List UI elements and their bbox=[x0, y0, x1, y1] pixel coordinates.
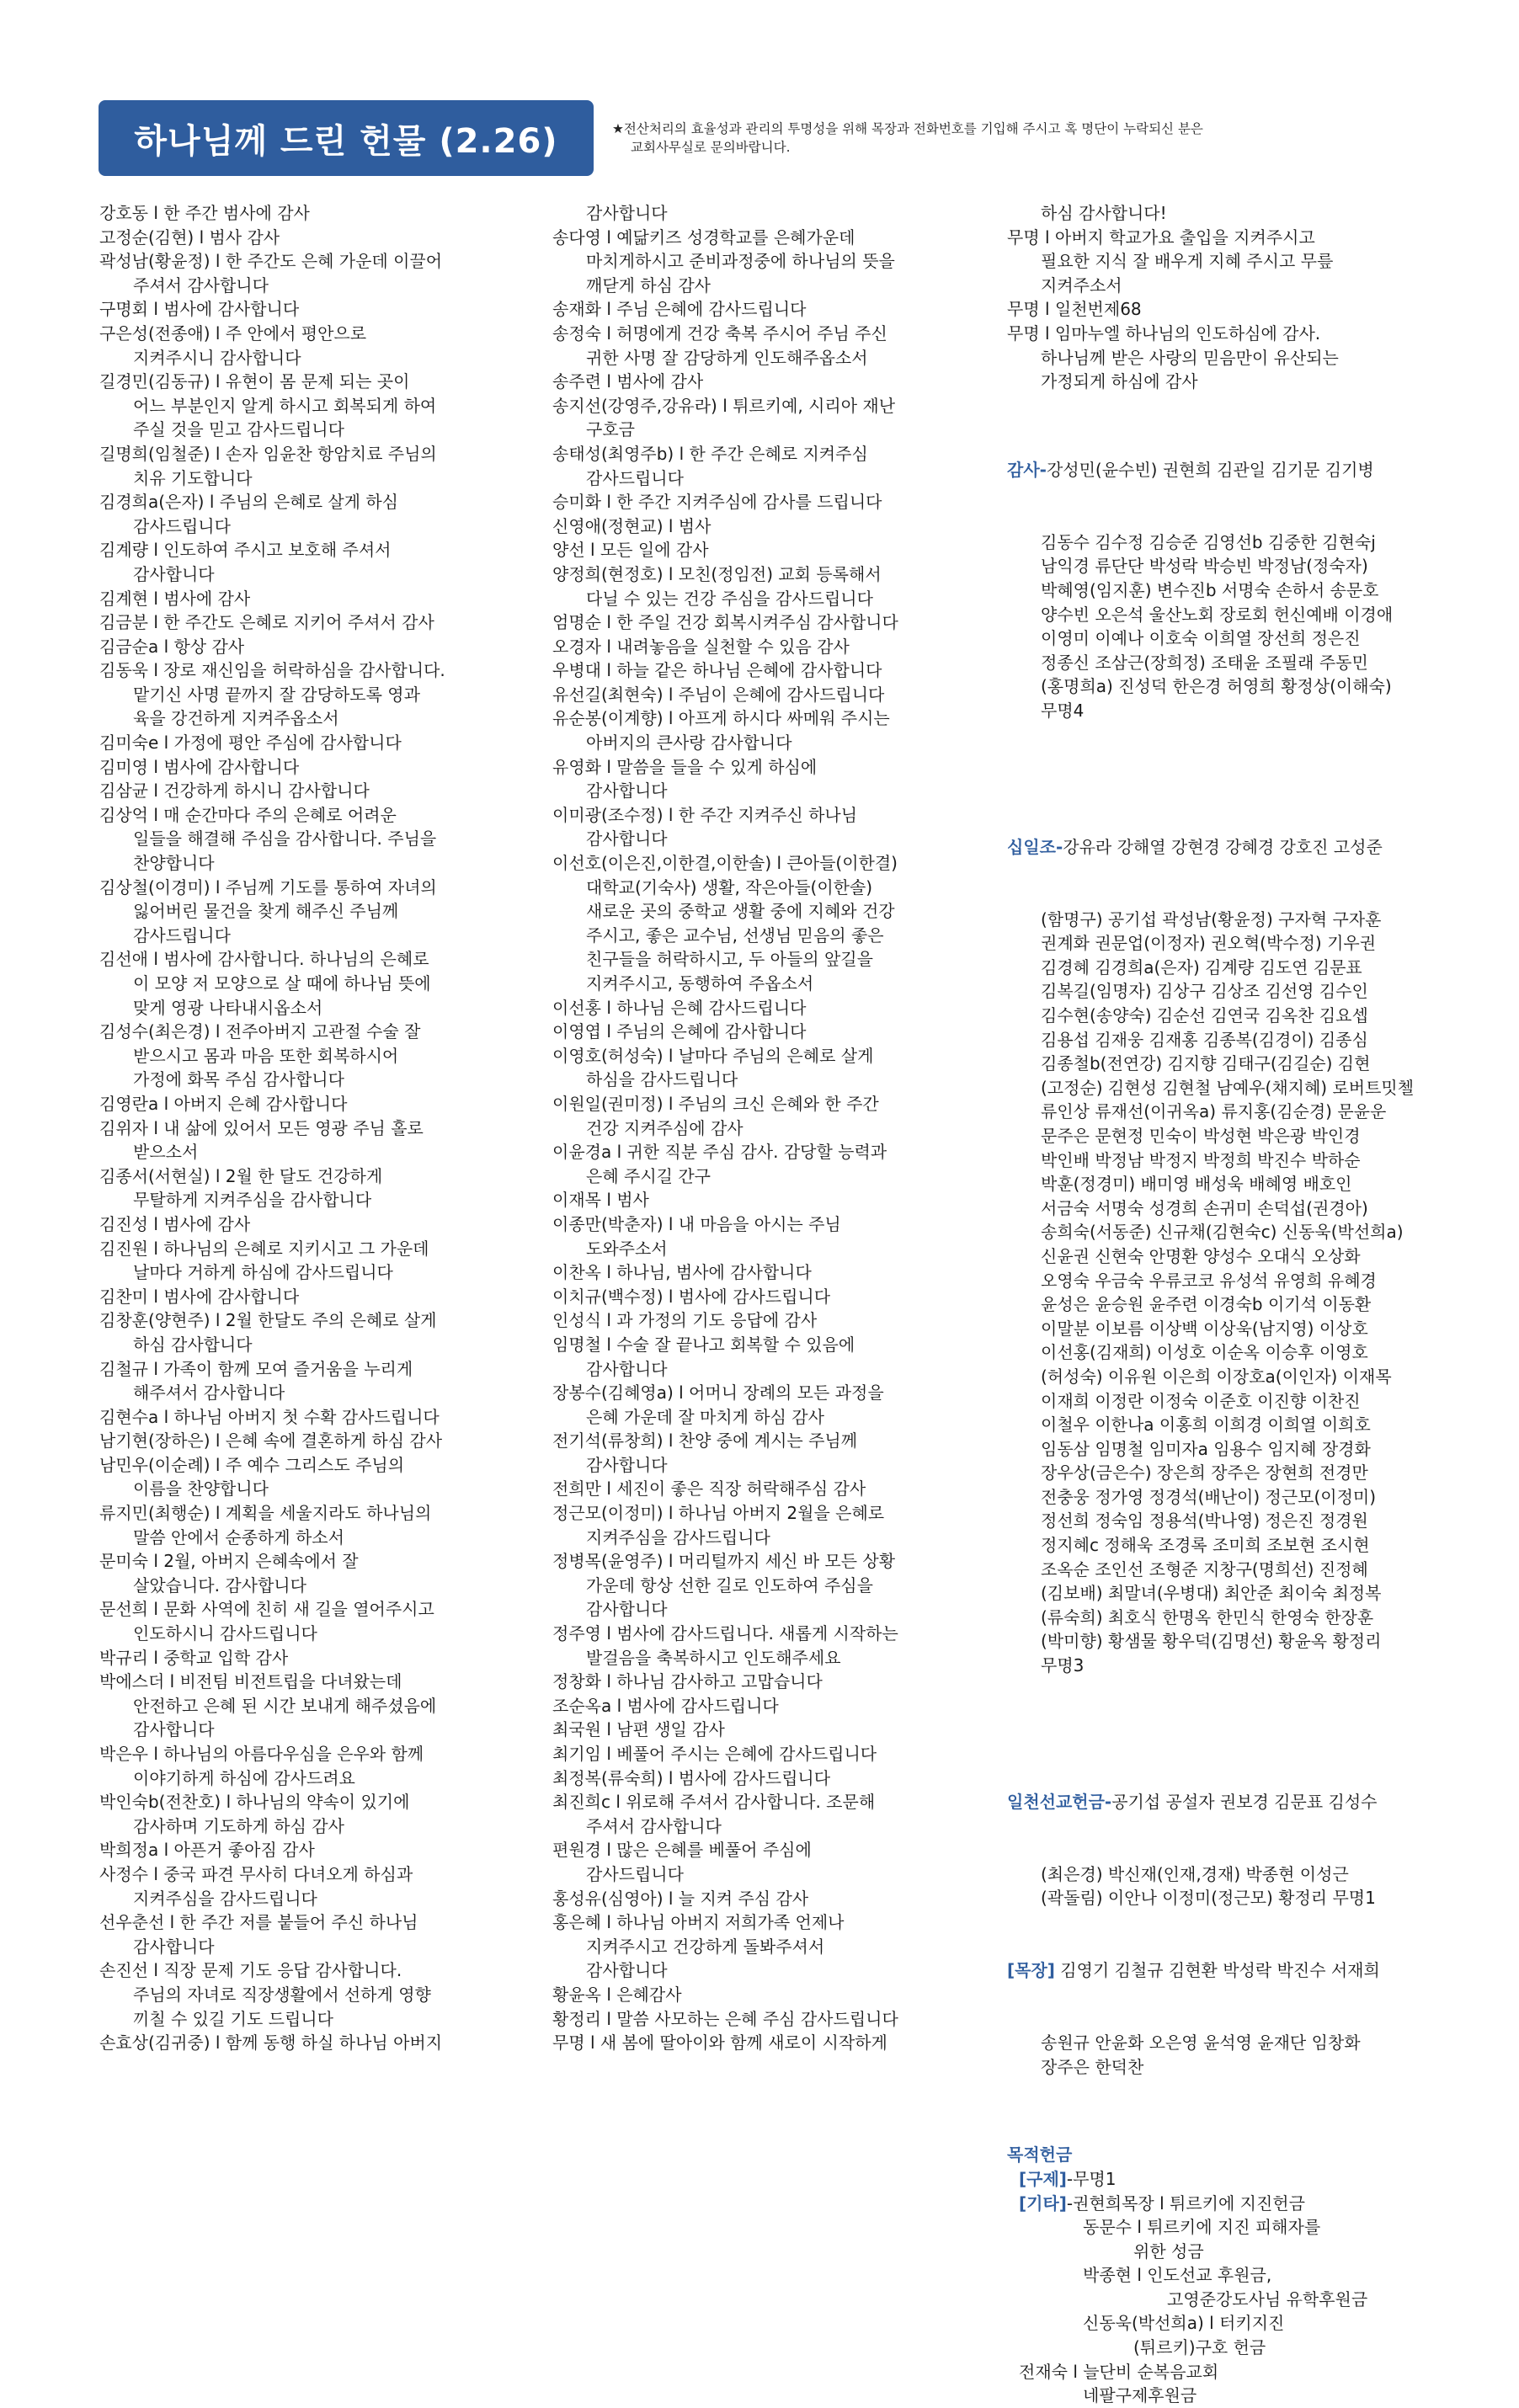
name-list-line: 김경혜 김경희a(은자) 김계량 김도연 김문표 bbox=[1041, 956, 1362, 978]
offering-entry-continuation: 감사하며 기도하게 하심 감사 bbox=[133, 1815, 344, 1836]
name-list-line: 전충웅 정가영 정경석(배난이) 정근모(이정미) bbox=[1041, 1486, 1377, 1507]
offering-entry: 송다영 l 예닮키즈 성경학교를 은혜가운데 bbox=[552, 226, 855, 248]
offering-entry: 김상억 l 매 순간마다 주의 은혜로 어려운 bbox=[99, 804, 397, 825]
offering-entry-continuation: 감사드립니다 bbox=[133, 924, 231, 946]
offering-entry-continuation: 발걸음을 축복하시고 인도해주세요 bbox=[586, 1647, 841, 1668]
name-list-line: (김보배) 최말녀(우병대) 최안준 최이숙 최정복 bbox=[1041, 1583, 1382, 1604]
name-list-line: (함명구) 공기섭 곽성남(황윤정) 구자혁 구자훈 bbox=[1041, 908, 1382, 930]
offering-entry-continuation: 인도하시니 감사드립니다 bbox=[133, 1623, 317, 1644]
offering-entry: 이재목 l 범사 bbox=[552, 1190, 649, 1211]
offering-entry-continuation: 새로운 곳의 중학교 생활 중에 지혜와 건강 bbox=[586, 901, 895, 922]
name-list-line: (허성숙) 이유원 이은희 이장호a(이인자) 이재목 bbox=[1041, 1366, 1392, 1387]
offering-entry: 김위자 l 내 삶에 있어서 모든 영광 주님 홀로 bbox=[99, 1117, 424, 1138]
offering-entry: 신영애(정현교) l 범사 bbox=[552, 515, 712, 536]
offering-entry: 무명 l 임마누엘 하나님의 인도하심에 감사. bbox=[1007, 322, 1321, 344]
offering-entry: 유영화 l 말씀을 들을 수 있게 하심에 bbox=[552, 756, 818, 777]
offering-entry: 유선길(최현숙) l 주님이 은혜에 감사드립니다 bbox=[552, 684, 885, 705]
offering-entry: 무명 l 일천번제68 bbox=[1007, 299, 1142, 320]
other-offering-line: 위한 성금 bbox=[1133, 2240, 1204, 2261]
offering-entry-continuation: 주셔서 감사합니다 bbox=[586, 1815, 722, 1836]
offering-entry-continuation: 안전하고 은혜 된 시간 보내게 해주셨음에 bbox=[133, 1695, 437, 1716]
offering-entry-continuation: 대학교(기숙사) 생활, 작은아들(이한솔) bbox=[586, 876, 873, 898]
name-list-line: (박미향) 황샘물 황우덕(김명선) 황윤옥 황정리 bbox=[1041, 1631, 1382, 1652]
name-list-line: 김수현(송양숙) 김순선 김연국 김옥찬 김요셉 bbox=[1041, 1005, 1368, 1026]
offering-entry: 최기임 l 베풀어 주시는 은혜에 감사드립니다 bbox=[552, 1744, 877, 1764]
name-list-line: 신윤권 신현숙 안명환 양성수 오대식 오상화 bbox=[1041, 1245, 1361, 1266]
name-list-line: 권계화 권문업(이정자) 권오혁(박수정) 기우권 bbox=[1041, 933, 1377, 954]
offering-entry: 문미숙 l 2월, 아버지 은혜속에서 잘 bbox=[99, 1551, 359, 1572]
offering-entry: 송재화 l 주님 은혜에 감사드립니다 bbox=[552, 299, 807, 320]
name-list-line: (류숙희) 최호식 한명옥 한민식 한영숙 한장훈 bbox=[1041, 1606, 1374, 1628]
offering-entry: 김미영 l 범사에 감사합니다 bbox=[99, 756, 300, 777]
other-first-line: -권현희목장 l 튀르키에 지진헌금 bbox=[1066, 2192, 1305, 2214]
offering-entry-continuation: 감사합니다 bbox=[586, 780, 668, 802]
name-list-line: 이재희 이정란 이정숙 이준호 이진향 이찬진 bbox=[1041, 1390, 1361, 1411]
offering-entry-continuation: 말씀 안에서 순종하게 하소서 bbox=[133, 1526, 344, 1548]
offering-entry: 길명희(임철준) l 손자 임윤찬 항암치료 주님의 bbox=[99, 443, 437, 464]
offering-entry: 엄명순 l 한 주일 건강 회복시켜주심 감사합니다 bbox=[552, 612, 898, 633]
mokjang-first-line: 김영기 김철규 김현환 박성락 박진수 서재희 bbox=[1054, 1960, 1380, 1981]
name-list-line: 장주은 한덕찬 bbox=[1041, 2056, 1144, 2077]
name-list-line: (곽돌림) 이안나 이정미(정근모) 황정리 무명1 bbox=[1041, 1888, 1376, 1909]
offering-entry-continuation: 귀한 사명 잘 감당하게 인도해주옵소서 bbox=[586, 347, 868, 368]
offering-entry: 송정숙 l 허명에게 건강 축복 주시어 주님 주신 bbox=[552, 322, 887, 344]
offering-entry: 김진성 l 범사에 감사 bbox=[99, 1213, 251, 1234]
offering-entry: 김금순a l 항상 감사 bbox=[99, 636, 245, 657]
offering-entry-continuation: 이야기하게 하심에 감사드려요 bbox=[133, 1767, 355, 1788]
offering-entry-continuation: 끼칠 수 있길 기도 드립니다 bbox=[133, 2008, 333, 2029]
offering-column-3 bbox=[1007, 201, 1449, 2408]
offering-entry-continuation: 필요한 지식 잘 배우게 지혜 주시고 무릎 bbox=[1041, 251, 1334, 272]
offering-entry-continuation: 감사합니다 bbox=[133, 1719, 215, 1740]
offering-entry: 이영엽 l 주님의 은혜에 감사합니다 bbox=[552, 1021, 807, 1042]
offering-entry: 김성수(최은경) l 전주아버지 고관절 수술 잘 bbox=[99, 1021, 421, 1042]
name-list-line: 박훈(정경미) 배미영 배성욱 배혜영 배호인 bbox=[1041, 1174, 1352, 1195]
offering-entry: 이종만(박춘자) l 내 마음을 아시는 주님 bbox=[552, 1213, 841, 1234]
offering-entry: 김동욱 l 장로 재신임을 허락하심을 감사합니다. bbox=[99, 660, 445, 681]
offering-entry-continuation: 하심을 감사드립니다 bbox=[586, 1069, 738, 1090]
name-list-line: 정종신 조삼근(장희정) 조태윤 조필래 주동민 bbox=[1041, 652, 1368, 673]
offering-entry: 김삼균 l 건강하게 하시니 감사합니다 bbox=[99, 780, 370, 802]
other-offering-line: 네팔구제후원금 bbox=[1083, 2385, 1197, 2406]
purpose-offering-section bbox=[1007, 2143, 1449, 2408]
name-list-line: 정선희 정숙임 정용석(박나영) 정은진 정경원 bbox=[1041, 1510, 1368, 1532]
offering-entry: 박에스더 l 비전팀 비전트립을 다녀왔는데 bbox=[99, 1671, 402, 1692]
offering-entry-continuation: 아버지의 큰사랑 감사합니다 bbox=[586, 733, 792, 754]
offering-entry: 김계현 l 범사에 감사 bbox=[99, 588, 251, 609]
offering-entry-continuation: 맡기신 사명 끝까지 잘 감당하도록 영과 bbox=[133, 684, 420, 705]
offering-entry: 남기현(장하은) l 은혜 속에 결혼하게 하심 감사 bbox=[99, 1430, 443, 1452]
offering-entry: 길경민(김동규) l 유현이 몸 문제 되는 곳이 bbox=[99, 371, 410, 392]
offering-entry: 이원일(권미정) l 주님의 크신 은혜와 한 주간 bbox=[552, 1093, 879, 1114]
offering-entry-continuation: 지켜주심을 감사드립니다 bbox=[133, 1888, 317, 1909]
offering-entry: 양정희(현정호) l 모친(정임전) 교회 등록해서 bbox=[552, 563, 882, 584]
offering-entry: 편원경 l 많은 은혜를 베풀어 주심에 bbox=[552, 1840, 812, 1861]
offering-entry-continuation: 이 모양 저 모양으로 살 때에 하나님 뜻에 bbox=[133, 973, 431, 994]
offering-entry: 김진원 l 하나님의 은혜로 지키시고 그 가운데 bbox=[99, 1238, 429, 1259]
offering-entry: 강호동 l 한 주간 범사에 감사 bbox=[99, 203, 310, 223]
offering-entry-continuation: 감사합니다 bbox=[586, 1599, 668, 1620]
offering-entry-continuation: 가정되게 하심에 감사 bbox=[1041, 371, 1198, 392]
name-list-line: 김용섭 김재웅 김재홍 김종복(김경이) 김종심 bbox=[1041, 1029, 1368, 1050]
offering-entry: 문선희 l 문화 사역에 친히 새 길을 열어주시고 bbox=[99, 1599, 434, 1620]
mission-first-line: 공기섭 공설자 권보경 김문표 김성수 bbox=[1111, 1792, 1378, 1812]
offering-entry: 우병대 l 하늘 같은 하나님 은혜에 감사합니다 bbox=[552, 660, 882, 681]
offering-entry: 김창훈(양현주) l 2월 한달도 주의 은혜로 살게 bbox=[99, 1310, 437, 1331]
other-offering-line: (튀르키)구호 헌금 bbox=[1133, 2337, 1266, 2358]
other-offering-line: 전재숙 l 늘단비 순복음교회 bbox=[1019, 2361, 1219, 2382]
offering-entry: 전기석(류창희) l 찬양 중에 계시는 주님께 bbox=[552, 1430, 858, 1452]
page-title-box bbox=[99, 100, 594, 176]
offering-entry: 홍은혜 l 하나님 아버지 저희가족 언제나 bbox=[552, 1912, 845, 1933]
name-list-line: 정지혜c 정해욱 조경록 조미희 조보현 조시현 bbox=[1041, 1535, 1370, 1556]
offering-entry: 김종서(서현실) l 2월 한 달도 건강하게 bbox=[99, 1165, 383, 1186]
offering-entry-continuation: 하나님께 받은 사랑의 믿음만이 유산되는 bbox=[1041, 347, 1339, 368]
offering-entry-continuation: 주실 것을 믿고 감사드립니다 bbox=[133, 419, 344, 440]
name-list-line: 이선홍(김재희) 이성호 이순옥 이승후 이영호 bbox=[1041, 1342, 1368, 1363]
offering-entry: 무명 l 아버지 학교가요 출입을 지켜주시고 bbox=[1007, 226, 1315, 248]
offering-entry: 양선 l 모든 일에 감사 bbox=[552, 540, 709, 561]
notice-line-2: 교회사무실로 문의바랍니다. bbox=[631, 140, 791, 155]
offering-entry-continuation: 감사드립니다 bbox=[133, 515, 231, 536]
offering-entry-continuation: 지켜주소서 bbox=[1041, 274, 1122, 296]
offering-entry: 박인숙b(전찬호) l 하나님의 약속이 있기에 bbox=[99, 1792, 410, 1813]
offering-entry: 무명 l 새 봄에 딸아이와 함께 새로이 시작하게 bbox=[552, 2032, 887, 2054]
offering-entry: 황정리 l 말씀 사모하는 은혜 주심 감사드립니다 bbox=[552, 2008, 898, 2029]
offering-entry: 김계량 l 인도하여 주시고 보호해 주셔서 bbox=[99, 540, 392, 561]
offering-entry: 최국원 l 남편 생일 감사 bbox=[552, 1719, 725, 1740]
name-list-line: 김동수 김수정 김승준 김영선b 김중한 김현숙j bbox=[1041, 531, 1376, 552]
offering-entry-continuation: 맞게 영광 나타내시옵소서 bbox=[133, 997, 323, 1018]
name-list-line: (최은경) 박신재(인재,경재) 박종현 이성근 bbox=[1041, 1863, 1349, 1884]
name-list-line: 이말분 이보름 이상백 이상욱(남지영) 이상호 bbox=[1041, 1318, 1368, 1339]
offering-entry: 박규리 l 중학교 입학 감사 bbox=[99, 1647, 289, 1668]
name-list-line: 박인배 박정남 박정지 박정희 박진수 박하순 bbox=[1041, 1149, 1361, 1170]
name-list-line: 조옥순 조인선 조형준 지창구(명희선) 진정혜 bbox=[1041, 1558, 1368, 1580]
offering-entry-continuation: 감사합니다 bbox=[586, 1454, 668, 1475]
offering-entry: 송지선(강영주,강유라) l 튀르키예, 시리아 재난 bbox=[552, 395, 896, 416]
name-list-line: 송희숙(서동준) 신규채(김현숙c) 신동욱(박선희a) bbox=[1041, 1222, 1404, 1243]
purpose-heading: 목적헌금 bbox=[1007, 2144, 1073, 2166]
offering-entry: 선우춘선 l 한 주간 저를 붙들어 주신 하나님 bbox=[99, 1912, 418, 1933]
name-list-line: 장우상(금은수) 장은희 장주은 장현희 전경만 bbox=[1041, 1462, 1368, 1484]
offering-entry-continuation: 주님의 자녀로 직장생활에서 선하게 영향 bbox=[133, 1984, 431, 2005]
offering-entry-continuation: 찬양합니다 bbox=[133, 853, 215, 874]
offering-entry-continuation: 감사합니다 bbox=[586, 1960, 668, 1981]
other-heading: [기타] bbox=[1019, 2192, 1067, 2214]
name-list-line: 서금숙 서명숙 성경희 손귀미 손덕섭(권경아) bbox=[1041, 1197, 1368, 1218]
offering-entry: 김금분 l 한 주간도 은혜로 지키어 주셔서 감사 bbox=[99, 612, 434, 633]
column-3-entries bbox=[1007, 201, 1449, 394]
offering-entry-continuation: 잃어버린 물건을 찾게 해주신 주님께 bbox=[133, 901, 399, 922]
offering-entry-continuation: 감사드립니다 bbox=[586, 467, 684, 488]
tithe-section bbox=[1007, 787, 1449, 1726]
offering-entry-continuation: 가정에 화목 주심 감사합니다 bbox=[133, 1069, 344, 1090]
offering-entry-continuation: 감사합니다 bbox=[133, 1936, 215, 1957]
offering-entry: 박은우 l 하나님의 아름다우심을 은우와 함께 bbox=[99, 1744, 424, 1764]
offering-entry-continuation: 감사합니다 bbox=[586, 1358, 668, 1379]
offering-entry-continuation: 은혜 가운데 잘 마치게 하심 감사 bbox=[586, 1406, 824, 1427]
name-list-line: 이영미 이예나 이호숙 이희열 장선희 정은진 bbox=[1041, 628, 1361, 649]
name-list-line: 남익경 류단단 박성락 박승빈 박정남(정숙자) bbox=[1041, 556, 1368, 577]
tithe-name-list bbox=[1007, 908, 1449, 1678]
offering-entry: 이선홍 l 하나님 은혜 감사드립니다 bbox=[552, 997, 807, 1018]
offering-entry: 승미화 l 한 주간 지켜주심에 감사를 드립니다 bbox=[552, 492, 882, 513]
name-list-line: 오영숙 우금숙 우류코코 유성석 유영희 유혜경 bbox=[1041, 1270, 1377, 1291]
other-offering-line: 신동욱(박선희a) l 터키지진 bbox=[1083, 2313, 1285, 2334]
offering-entry: 김현수a l 하나님 아버지 첫 수확 감사드립니다 bbox=[99, 1406, 440, 1427]
offering-entry-continuation: 어느 부분인지 알게 하시고 회복되게 하여 bbox=[133, 395, 437, 416]
name-list-line: 박혜영(임지훈) 변수진b 서명숙 손하서 송문호 bbox=[1041, 579, 1379, 600]
offering-entry-continuation: 깨닫게 하심 감사 bbox=[586, 274, 711, 296]
offering-entry-continuation: 감사드립니다 bbox=[586, 1863, 684, 1884]
thanks-name-list bbox=[1007, 530, 1449, 723]
offering-entry: 최정복(류숙희) l 범사에 감사드립니다 bbox=[552, 1767, 831, 1788]
offering-entry-continuation: 받으소서 bbox=[133, 1142, 199, 1163]
offering-entry-continuation: 구호금 bbox=[586, 419, 635, 440]
offering-entry: 최진희c l 위로해 주셔서 감사합니다. 조문해 bbox=[552, 1792, 876, 1813]
notice bbox=[612, 120, 1404, 157]
offering-entry-continuation: 하심 감사합니다! bbox=[1041, 203, 1167, 223]
offering-entry: 구은성(전종애) l 주 안에서 평안으로 bbox=[99, 322, 367, 344]
offering-entry: 남민우(이순례) l 주 예수 그리스도 주님의 bbox=[99, 1454, 405, 1475]
name-list-line: 문주은 문현정 민숙이 박성현 박은광 박인경 bbox=[1041, 1125, 1361, 1146]
offering-entry: 인성식 l 과 가정의 기도 응답에 감사 bbox=[552, 1310, 818, 1331]
offering-entry-continuation: 주셔서 감사합니다 bbox=[133, 274, 269, 296]
offering-entry-continuation: 이름을 찬양합니다 bbox=[133, 1478, 269, 1500]
offering-entry: 홍성유(심영아) l 늘 지켜 주심 감사 bbox=[552, 1888, 809, 1909]
offering-entry-continuation: 지켜주시고, 동행하여 주옵소서 bbox=[586, 973, 814, 994]
offering-entry: 김상철(이경미) l 주님께 기도를 통하여 자녀의 bbox=[99, 876, 437, 898]
offering-entry-continuation: 건강 지켜주심에 감사 bbox=[586, 1117, 744, 1138]
other-offering-list bbox=[1007, 2215, 1449, 2408]
offering-entry: 이찬옥 l 하나님, 범사에 감사합니다 bbox=[552, 1262, 812, 1283]
offering-entry: 김경희a(은자) l 주님의 은혜로 살게 하심 bbox=[99, 492, 399, 513]
offering-entry: 정병목(윤영주) l 머리털까지 세신 바 모든 상황 bbox=[552, 1551, 896, 1572]
offering-entry: 이영호(허성숙) l 날마다 주님의 은혜로 살게 bbox=[552, 1045, 874, 1066]
offering-entry-continuation: 날마다 거하게 하심에 감사드립니다 bbox=[133, 1262, 393, 1283]
offering-entry: 이선호(이은진,이한결,이한솔) l 큰아들(이한결) bbox=[552, 853, 898, 874]
mission-heading: 일천선교헌금- bbox=[1007, 1792, 1112, 1812]
offering-entry-continuation: 감사합니다 bbox=[586, 203, 668, 223]
offering-entry: 황윤옥 l 은혜감사 bbox=[552, 1984, 682, 2005]
offering-entry-continuation: 감사합니다 bbox=[586, 828, 668, 850]
offering-entry: 사정수 l 중국 파견 무사히 다녀오게 하심과 bbox=[99, 1863, 413, 1884]
mokjang-heading: [목장] bbox=[1007, 1960, 1055, 1981]
offering-entry: 김찬미 l 범사에 감사합니다 bbox=[99, 1286, 300, 1307]
offering-entry: 임명철 l 수술 잘 끝나고 회복할 수 있음에 bbox=[552, 1334, 855, 1355]
mission-section bbox=[1007, 1742, 1449, 2128]
other-offering-line: 박종현 l 인도선교 후원금, bbox=[1083, 2265, 1272, 2286]
offering-entry: 고정순(김현) l 범사 감사 bbox=[99, 226, 280, 248]
mission-name-list bbox=[1007, 1862, 1449, 1910]
offering-entry: 구명회 l 범사에 감사합니다 bbox=[99, 299, 300, 320]
offering-entry: 곽성남(황윤정) l 한 주간도 은혜 가운데 이끌어 bbox=[99, 251, 443, 272]
thanks-section bbox=[1007, 410, 1449, 771]
offering-column-2 bbox=[552, 201, 990, 2055]
name-list-line: 류인상 류재선(이귀옥a) 류지홍(김순경) 문윤운 bbox=[1041, 1101, 1387, 1122]
offering-entry: 정주영 l 범사에 감사드립니다. 새롭게 시작하는 bbox=[552, 1623, 898, 1644]
offering-entry: 유순봉(이계향) l 아프게 하시다 싸메워 주시는 bbox=[552, 708, 890, 729]
offering-entry-continuation: 친구들을 허락하시고, 두 아들의 앞길을 bbox=[586, 949, 873, 970]
offering-entry-continuation: 은혜 주시길 간구 bbox=[586, 1165, 711, 1186]
offering-entry-continuation: 받으시고 몸과 마음 또한 회복하시어 bbox=[133, 1045, 399, 1066]
offering-entry: 이치규(백수정) l 범사에 감사드립니다 bbox=[552, 1286, 831, 1307]
offering-entry-continuation: 일들을 해결해 주심을 감사합니다. 주님을 bbox=[133, 828, 437, 850]
name-list-line: 임동삼 임명철 임미자a 임용수 임지혜 장경화 bbox=[1041, 1438, 1371, 1459]
offering-entry: 이미광(조수정) l 한 주간 지켜주신 하나님 bbox=[552, 804, 858, 825]
offering-entry: 김영란a l 아버지 은혜 감사합니다 bbox=[99, 1093, 348, 1114]
mokjang-name-list bbox=[1007, 2031, 1449, 2079]
offering-entry-continuation: 육을 강건하게 지켜주옵소서 bbox=[133, 708, 339, 729]
offering-entry-continuation: 감사합니다 bbox=[133, 563, 215, 584]
notice-line-1: ★전산처리의 효율성과 관리의 투명성을 위해 목장과 전화번호를 기입해 주시고 혹 명단이 누락되신 분은 bbox=[612, 121, 1203, 136]
tithe-heading: 십일조- bbox=[1007, 836, 1063, 857]
name-list-line: 김복길(임명자) 김상구 김상조 김선영 김수인 bbox=[1041, 981, 1368, 1002]
offering-entry: 김미숙e l 가정에 평안 주심에 감사합니다 bbox=[99, 733, 402, 754]
offering-entry: 정창화 l 하나님 감사하고 고맙습니다 bbox=[552, 1671, 823, 1692]
offering-entry: 류지민(최행순) l 계획을 세울지라도 하나님의 bbox=[99, 1503, 432, 1524]
name-list-line: 김종철b(전연강) 김지향 김태구(김길순) 김현 bbox=[1041, 1053, 1371, 1074]
thanks-first-line: 강성민(윤수빈) 권현희 김관일 김기문 김기병 bbox=[1046, 459, 1374, 480]
offering-entry-continuation: 살았습니다. 감사합니다 bbox=[133, 1574, 306, 1596]
page-title: 하나님께 드린 헌물 (2.26) bbox=[134, 121, 558, 161]
name-list-line: 양수빈 오은석 울산노회 장로회 헌신예배 이경애 bbox=[1041, 604, 1394, 625]
name-list-line: (홍명희a) 진성덕 한은경 허영희 황정상(이해숙) bbox=[1041, 676, 1392, 697]
offering-entry: 송태성(최영주b) l 한 주간 은혜로 지켜주심 bbox=[552, 443, 868, 464]
offering-entry: 송주련 l 범사에 감사 bbox=[552, 371, 704, 392]
offering-entry-continuation: 무탈하게 지켜주심을 감사합니다 bbox=[133, 1190, 372, 1211]
thanks-heading: 감사- bbox=[1007, 459, 1047, 480]
offering-entry-continuation: 주시고, 좋은 교수님, 선생님 믿음의 좋은 bbox=[586, 924, 884, 946]
offering-column-1 bbox=[99, 201, 554, 2055]
name-list-line: 송원규 안윤화 오은영 윤석영 윤재단 임창화 bbox=[1041, 2032, 1361, 2053]
name-list-line: 이철우 이한나a 이홍희 이희경 이희열 이희호 bbox=[1041, 1414, 1371, 1436]
offering-entry: 정근모(이정미) l 하나님 아버지 2월을 은혜로 bbox=[552, 1503, 885, 1524]
offering-entry: 이윤경a l 귀한 직분 주심 감사. 감당할 능력과 bbox=[552, 1142, 887, 1163]
offering-entry-continuation: 지켜주심을 감사드립니다 bbox=[586, 1526, 770, 1548]
offering-entry-continuation: 마치게하시고 준비과정중에 하나님의 뜻을 bbox=[586, 251, 895, 272]
offering-entry: 장봉수(김혜영a) l 어머니 장례의 모든 과정을 bbox=[552, 1382, 884, 1404]
offering-entry: 박희정a l 아픈거 좋아짐 감사 bbox=[99, 1840, 315, 1861]
offering-entry: 김선애 l 범사에 감사합니다. 하나님의 은혜로 bbox=[99, 949, 429, 970]
name-list-line: 윤성은 윤승원 윤주련 이경숙b 이기석 이동환 bbox=[1041, 1294, 1372, 1315]
offering-entry-continuation: 치유 기도합니다 bbox=[133, 467, 253, 488]
offering-entry: 손효상(김귀중) l 함께 동행 하실 하나님 아버지 bbox=[99, 2032, 443, 2054]
relief-line: -무명1 bbox=[1066, 2168, 1117, 2189]
offering-entry-continuation: 도와주소서 bbox=[586, 1238, 668, 1259]
offering-entry-continuation: 해주셔서 감사합니다 bbox=[133, 1382, 285, 1404]
other-offering-line: 고영준강도사님 유학후원금 bbox=[1167, 2288, 1368, 2309]
name-list-line: 무명4 bbox=[1041, 700, 1085, 721]
other-offering-line: 동문수 l 튀르키에 지진 피해자를 bbox=[1083, 2217, 1321, 2238]
offering-entry: 전희만 l 세진이 좋은 직장 허락해주심 감사 bbox=[552, 1478, 866, 1500]
offering-entry-continuation: 다닐 수 있는 건강 주심을 감사드립니다 bbox=[586, 588, 873, 609]
offering-entry-continuation: 지켜주시니 감사합니다 bbox=[133, 347, 301, 368]
relief-heading: [구제] bbox=[1019, 2168, 1067, 2189]
offering-entry-continuation: 가운데 항상 선한 길로 인도하여 주심을 bbox=[586, 1574, 873, 1596]
offering-entry: 조순옥a l 범사에 감사드립니다 bbox=[552, 1695, 779, 1716]
offering-entry: 손진선 l 직장 문제 기도 응답 감사합니다. bbox=[99, 1960, 402, 1981]
offering-entry-continuation: 하심 감사합니다 bbox=[133, 1334, 253, 1355]
tithe-first-line: 강유라 강해열 강현경 강혜경 강호진 고성준 bbox=[1063, 836, 1383, 857]
offering-entry: 오경자 l 내려놓음을 실천할 수 있음 감사 bbox=[552, 636, 850, 657]
name-list-line: (고정순) 김현성 김현철 남예우(채지혜) 로버트밋첼 bbox=[1041, 1077, 1415, 1098]
offering-entry: 김철규 l 가족이 함께 모여 즐거움을 누리게 bbox=[99, 1358, 413, 1379]
name-list-line: 무명3 bbox=[1041, 1655, 1085, 1676]
offering-entry-continuation: 지켜주시고 건강하게 돌봐주셔서 bbox=[586, 1936, 825, 1957]
